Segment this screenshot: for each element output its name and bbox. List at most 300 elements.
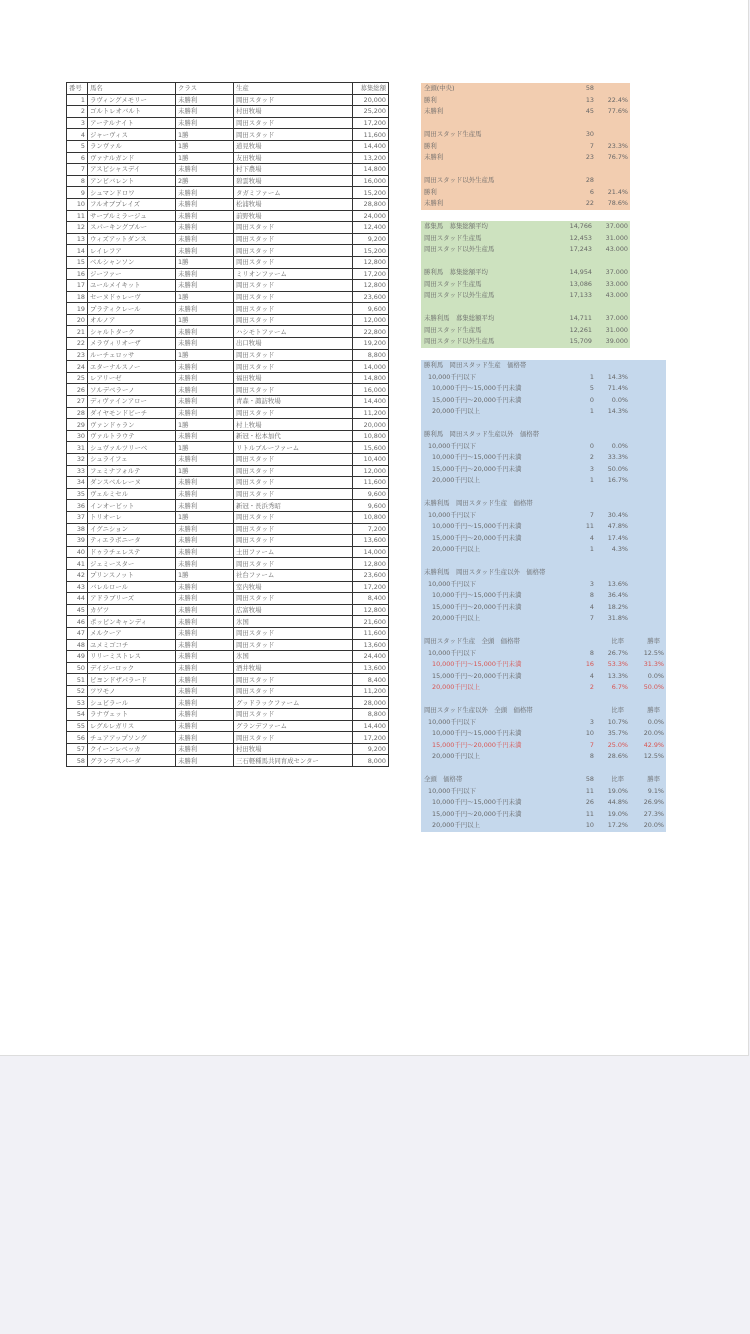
number-cell: 17 bbox=[67, 280, 88, 292]
number-cell: 46 bbox=[67, 616, 88, 628]
band-row bbox=[421, 682, 666, 694]
ratio-value: 30.4% bbox=[607, 510, 628, 519]
table-row bbox=[67, 175, 389, 187]
number-cell: 31 bbox=[67, 442, 88, 454]
blank-row bbox=[421, 694, 666, 706]
breeder-cell: 広富牧場 bbox=[234, 604, 353, 616]
table-row bbox=[67, 349, 389, 361]
horse-name-cell: ジーファー bbox=[88, 268, 176, 280]
table-row bbox=[67, 419, 389, 431]
count-value: 3 bbox=[589, 579, 594, 588]
class-cell: 1勝 bbox=[176, 349, 234, 361]
percent-value: 37.000 bbox=[605, 268, 628, 276]
band-label: 20,000千円以上 bbox=[432, 821, 480, 829]
number-cell: 37 bbox=[67, 511, 88, 523]
count-value: 28 bbox=[585, 176, 594, 184]
column-header: 生産 bbox=[234, 83, 353, 95]
class-cell: 1勝 bbox=[176, 569, 234, 581]
row-label: 勝利 bbox=[424, 95, 437, 104]
win-rate-value: 勝率 bbox=[647, 637, 660, 645]
count-value: 1 bbox=[589, 372, 594, 381]
table-row bbox=[67, 372, 389, 384]
ratio-value: 17.2% bbox=[607, 821, 628, 829]
win-rate-value: 20.0% bbox=[643, 821, 664, 829]
number-cell: 50 bbox=[67, 662, 88, 674]
win-rate-value: 26.9% bbox=[643, 798, 664, 806]
price-cell: 17,200 bbox=[353, 268, 389, 280]
table-row bbox=[67, 755, 389, 767]
row-label: 全頭(中央) bbox=[424, 84, 455, 92]
horse-name-cell: シュビラール bbox=[88, 697, 176, 709]
band-label: 未勝利馬 岡田スタッド生産以外 価格帯 bbox=[424, 568, 546, 576]
blank-row bbox=[421, 625, 666, 637]
column-header: 募集総額 bbox=[353, 83, 389, 95]
price-cell: 17,200 bbox=[353, 732, 389, 744]
count-value: 2 bbox=[589, 683, 594, 691]
horse-name-cell: ユメミゴコチ bbox=[88, 639, 176, 651]
horse-name-cell: ティエラボニータ bbox=[88, 535, 176, 547]
count-value: 14,954 bbox=[569, 268, 592, 276]
class-cell: 未勝利 bbox=[176, 616, 234, 628]
class-cell: 未勝利 bbox=[176, 338, 234, 350]
breeder-cell: 岡田スタッド bbox=[234, 732, 353, 744]
breeder-cell: 岡田スタッド bbox=[234, 233, 353, 245]
win-rate-value: 31.3% bbox=[643, 660, 664, 668]
class-cell: 未勝利 bbox=[176, 361, 234, 373]
table-row bbox=[67, 709, 389, 721]
class-cell: 未勝利 bbox=[176, 268, 234, 280]
breeder-cell: 岡田スタッド bbox=[234, 535, 353, 547]
count-value: 6 bbox=[589, 187, 594, 196]
class-cell: 未勝利 bbox=[176, 222, 234, 234]
table-row bbox=[67, 558, 389, 570]
breeder-cell: 三石軽種馬共同育成センター bbox=[234, 755, 353, 767]
blank-row bbox=[421, 487, 666, 499]
class-cell: 未勝利 bbox=[176, 280, 234, 292]
breeder-cell: グランデファーム bbox=[234, 720, 353, 732]
class-cell: 未勝利 bbox=[176, 720, 234, 732]
breeder-cell: 岡田スタッド bbox=[234, 674, 353, 686]
horse-name-cell: ソルデベラーノ bbox=[88, 384, 176, 396]
band-header-row bbox=[421, 498, 666, 510]
ratio-value: 33.3% bbox=[607, 453, 628, 461]
number-cell: 19 bbox=[67, 303, 88, 315]
band-row bbox=[421, 544, 666, 556]
count-value: 14,766 bbox=[569, 222, 592, 230]
breeder-cell: 青森・諏訪牧場 bbox=[234, 396, 353, 408]
number-cell: 35 bbox=[67, 488, 88, 500]
band-header-row bbox=[421, 360, 666, 372]
number-cell: 21 bbox=[67, 326, 88, 338]
class-cell: 1勝 bbox=[176, 256, 234, 268]
breeder-cell: 新冠・長浜秀昭 bbox=[234, 500, 353, 512]
number-cell: 51 bbox=[67, 674, 88, 686]
table-row bbox=[67, 500, 389, 512]
row-label: 未勝利 bbox=[424, 153, 444, 161]
number-cell: 36 bbox=[67, 500, 88, 512]
ratio-value: 50.0% bbox=[607, 464, 628, 473]
horse-name-cell: ウィズアットダンス bbox=[88, 233, 176, 245]
count-value: 4 bbox=[589, 671, 594, 680]
band-row bbox=[421, 510, 666, 522]
class-cell: 未勝利 bbox=[176, 477, 234, 489]
number-cell: 24 bbox=[67, 361, 88, 373]
blank-row bbox=[421, 118, 630, 130]
number-cell: 54 bbox=[67, 709, 88, 721]
percent-value: 43.000 bbox=[605, 291, 628, 299]
horse-name-cell: フェミナフォルテ bbox=[88, 465, 176, 477]
horse-name-cell: ヴァンドゥラン bbox=[88, 419, 176, 431]
horse-name-cell: ツワモノ bbox=[88, 685, 176, 697]
row-label: 岡田スタッド以外生産馬 bbox=[424, 337, 495, 345]
number-cell: 6 bbox=[67, 152, 88, 164]
row-label: 募集馬 募集総額平均 bbox=[424, 222, 488, 230]
price-cell: 23,600 bbox=[353, 291, 389, 303]
blank-row bbox=[421, 418, 666, 430]
ratio-value: 13.3% bbox=[607, 671, 628, 680]
number-cell: 44 bbox=[67, 593, 88, 605]
breeder-cell: 岡田スタッド bbox=[234, 454, 353, 466]
breeder-cell: 室内牧場 bbox=[234, 581, 353, 593]
class-cell: 未勝利 bbox=[176, 662, 234, 674]
price-cell: 13,600 bbox=[353, 662, 389, 674]
band-label: 10,000千円〜15,000千円未満 bbox=[432, 453, 522, 461]
horse-name-cell: トリオーレ bbox=[88, 511, 176, 523]
price-cell: 28,000 bbox=[353, 697, 389, 709]
table-row bbox=[67, 152, 389, 164]
band-label: 20,000千円以上 bbox=[432, 476, 480, 484]
band-header-row bbox=[421, 705, 666, 717]
table-row bbox=[67, 511, 389, 523]
price-cell: 8,800 bbox=[353, 349, 389, 361]
horse-name-cell: レグルレガリス bbox=[88, 720, 176, 732]
breeder-cell: 村下農場 bbox=[234, 164, 353, 176]
horse-name-cell: ラヴィングメモリー bbox=[88, 94, 176, 106]
number-cell: 40 bbox=[67, 546, 88, 558]
price-cell: 9,600 bbox=[353, 488, 389, 500]
breeder-cell: 岡田スタッド bbox=[234, 303, 353, 315]
win-rate-value: 0.0% bbox=[647, 671, 664, 680]
count-value: 13,086 bbox=[569, 279, 592, 288]
count-value: 14,711 bbox=[569, 314, 592, 322]
row-label: 岡田スタッド以外生産馬 bbox=[424, 176, 495, 184]
class-cell: 未勝利 bbox=[176, 210, 234, 222]
table-row bbox=[67, 106, 389, 118]
horse-name-cell: グランデスパーダ bbox=[88, 755, 176, 767]
price-cell: 23,600 bbox=[353, 569, 389, 581]
blank-row bbox=[421, 763, 666, 775]
blank-row bbox=[421, 556, 666, 568]
class-cell: 未勝利 bbox=[176, 685, 234, 697]
ratio-value: 4.3% bbox=[611, 545, 628, 553]
table-row bbox=[67, 268, 389, 280]
table-row bbox=[67, 407, 389, 419]
band-label: 10,000千円以下 bbox=[428, 510, 476, 519]
count-value: 0 bbox=[589, 395, 594, 404]
horse-name-cell: サーブルミラージュ bbox=[88, 210, 176, 222]
breeder-cell: 松浦牧場 bbox=[234, 198, 353, 210]
table-row bbox=[67, 535, 389, 547]
band-row bbox=[421, 441, 666, 453]
horse-name-cell: ヴァナルガンド bbox=[88, 152, 176, 164]
table-row bbox=[67, 627, 389, 639]
band-label: 15,000千円〜20,000千円未満 bbox=[432, 533, 522, 542]
class-cell: 未勝利 bbox=[176, 164, 234, 176]
horse-name-cell: プラティクレール bbox=[88, 303, 176, 315]
number-cell: 22 bbox=[67, 338, 88, 350]
number-cell: 4 bbox=[67, 129, 88, 141]
table-row bbox=[67, 685, 389, 697]
class-cell: 2勝 bbox=[176, 175, 234, 187]
horse-name-cell: レイレフア bbox=[88, 245, 176, 257]
band-label: 20,000千円以上 bbox=[432, 683, 480, 691]
breeder-cell: 岡田スタッド bbox=[234, 639, 353, 651]
breeder-cell: タガミファーム bbox=[234, 187, 353, 199]
band-label: 10,000千円〜15,000千円未満 bbox=[432, 729, 522, 737]
class-cell: 未勝利 bbox=[176, 500, 234, 512]
class-cell: 未勝利 bbox=[176, 407, 234, 419]
band-row bbox=[421, 464, 666, 476]
table-row bbox=[67, 651, 389, 663]
table-row bbox=[67, 477, 389, 489]
class-cell: 未勝利 bbox=[176, 581, 234, 593]
number-cell: 16 bbox=[67, 268, 88, 280]
price-cell: 17,200 bbox=[353, 117, 389, 129]
number-cell: 55 bbox=[67, 720, 88, 732]
horse-name-cell: ルーチェロッサ bbox=[88, 349, 176, 361]
count-value: 58 bbox=[585, 84, 594, 92]
number-cell: 15 bbox=[67, 256, 88, 268]
price-cell: 20,000 bbox=[353, 419, 389, 431]
count-value: 8 bbox=[589, 591, 594, 599]
number-cell: 33 bbox=[67, 465, 88, 477]
class-cell: 未勝利 bbox=[176, 743, 234, 755]
count-value: 10 bbox=[585, 821, 594, 829]
table-row bbox=[67, 674, 389, 686]
class-cell: 未勝利 bbox=[176, 94, 234, 106]
count-value: 17,133 bbox=[569, 291, 592, 299]
band-label: 20,000千円以上 bbox=[432, 614, 480, 622]
win-rate-value: 12.5% bbox=[643, 752, 664, 760]
price-cell: 12,400 bbox=[353, 222, 389, 234]
price-cell: 11,600 bbox=[353, 477, 389, 489]
band-label: 15,000千円〜20,000千円未満 bbox=[432, 395, 522, 404]
ratio-value: 35.7% bbox=[607, 729, 628, 737]
ratio-value: 13.6% bbox=[607, 579, 628, 588]
band-label: 勝利馬 岡田スタッド生産以外 価格帯 bbox=[424, 430, 540, 438]
horse-name-cell: シュマンドロワ bbox=[88, 187, 176, 199]
class-cell: 未勝利 bbox=[176, 117, 234, 129]
class-cell: 未勝利 bbox=[176, 430, 234, 442]
table-row bbox=[67, 291, 389, 303]
row-label: 未勝利馬 募集総額平均 bbox=[424, 314, 495, 322]
ratio-value: 26.7% bbox=[607, 648, 628, 657]
count-value: 16 bbox=[585, 660, 594, 668]
table-row bbox=[67, 662, 389, 674]
band-row bbox=[421, 740, 666, 752]
blank-row bbox=[421, 256, 630, 268]
percent-value: 33.000 bbox=[605, 279, 628, 288]
table-row bbox=[67, 384, 389, 396]
table-row bbox=[67, 639, 389, 651]
count-value: 10 bbox=[585, 729, 594, 737]
number-cell: 38 bbox=[67, 523, 88, 535]
breeder-cell: 村田牧場 bbox=[234, 743, 353, 755]
breeder-cell: 友田牧場 bbox=[234, 152, 353, 164]
price-cell: 9,600 bbox=[353, 500, 389, 512]
band-label: 20,000千円以上 bbox=[432, 545, 480, 553]
table-row bbox=[67, 117, 389, 129]
ratio-value: 6.7% bbox=[611, 683, 628, 691]
summary-row bbox=[421, 336, 630, 348]
horse-name-cell: ゴルトレオバルト bbox=[88, 106, 176, 118]
price-cell: 13,600 bbox=[353, 639, 389, 651]
horse-name-cell: ヴァルトラウテ bbox=[88, 430, 176, 442]
breeder-cell: 岡田スタッド bbox=[234, 709, 353, 721]
class-cell: 未勝利 bbox=[176, 546, 234, 558]
breeder-cell: 岡田スタッド bbox=[234, 129, 353, 141]
table-row bbox=[67, 465, 389, 477]
table-row bbox=[67, 140, 389, 152]
number-cell: 18 bbox=[67, 291, 88, 303]
band-row bbox=[421, 406, 666, 418]
price-cell: 13,200 bbox=[353, 152, 389, 164]
ratio-value: 18.2% bbox=[607, 602, 628, 611]
table-header-row bbox=[67, 83, 389, 95]
class-cell: 未勝利 bbox=[176, 396, 234, 408]
breeder-cell: リトルブルーファーム bbox=[234, 442, 353, 454]
ratio-value: 14.3% bbox=[607, 372, 628, 381]
breeder-cell: 岡田スタッド bbox=[234, 384, 353, 396]
band-label: 10,000千円以下 bbox=[428, 786, 476, 795]
ratio-value: 16.7% bbox=[607, 476, 628, 484]
band-row bbox=[421, 602, 666, 614]
horse-name-cell: バレルロール bbox=[88, 581, 176, 593]
band-row bbox=[421, 717, 666, 729]
horse-name-cell: イグニション bbox=[88, 523, 176, 535]
horse-name-cell: リリーミストレス bbox=[88, 651, 176, 663]
horse-name-cell: ジェミースター bbox=[88, 558, 176, 570]
summary-row bbox=[421, 95, 630, 107]
win-rate-value: 12.5% bbox=[643, 648, 664, 657]
band-row bbox=[421, 590, 666, 602]
table-row bbox=[67, 732, 389, 744]
horse-name-cell: スパーキングブルー bbox=[88, 222, 176, 234]
breeder-cell: 酒井牧場 bbox=[234, 662, 353, 674]
price-cell: 16,000 bbox=[353, 175, 389, 187]
blank-row bbox=[421, 302, 630, 314]
count-value: 4 bbox=[589, 602, 594, 611]
band-row bbox=[421, 475, 666, 487]
band-row bbox=[421, 751, 666, 763]
class-cell: 1勝 bbox=[176, 442, 234, 454]
class-cell: 未勝利 bbox=[176, 106, 234, 118]
horse-name-cell: デイジーロック bbox=[88, 662, 176, 674]
price-cell: 19,200 bbox=[353, 338, 389, 350]
table-row bbox=[67, 129, 389, 141]
number-cell: 57 bbox=[67, 743, 88, 755]
ratio-value: 0.0% bbox=[611, 441, 628, 450]
ratio-value: 25.0% bbox=[607, 740, 628, 749]
number-cell: 58 bbox=[67, 755, 88, 767]
summary-row bbox=[421, 325, 630, 337]
breeder-cell: 碧雲牧場 bbox=[234, 175, 353, 187]
ratio-value: 44.8% bbox=[607, 798, 628, 806]
price-cell: 10,800 bbox=[353, 430, 389, 442]
number-cell: 53 bbox=[67, 697, 88, 709]
band-row bbox=[421, 728, 666, 740]
average-price-panel bbox=[421, 221, 630, 348]
table-row bbox=[67, 697, 389, 709]
band-label: 10,000千円以下 bbox=[428, 579, 476, 588]
table-row bbox=[67, 396, 389, 408]
price-cell: 14,400 bbox=[353, 140, 389, 152]
ratio-value: 71.4% bbox=[607, 384, 628, 392]
count-value: 13 bbox=[585, 95, 594, 104]
horse-name-cell: アドラブリーズ bbox=[88, 593, 176, 605]
breeder-cell: 前野牧場 bbox=[234, 210, 353, 222]
ratio-value: 10.7% bbox=[607, 717, 628, 726]
band-label: 10,000千円〜15,000千円未満 bbox=[432, 522, 522, 530]
row-label: 勝利馬 募集総額平均 bbox=[424, 268, 488, 276]
breeder-cell: 岡田スタッド bbox=[234, 361, 353, 373]
band-label: 岡田スタッド生産以外 全頭 価格帯 bbox=[424, 706, 533, 714]
class-cell: 未勝利 bbox=[176, 535, 234, 547]
table-row bbox=[67, 210, 389, 222]
horse-name-cell: アンビバレント bbox=[88, 175, 176, 187]
win-rate-value: 9.1% bbox=[647, 786, 664, 795]
price-cell: 24,400 bbox=[353, 651, 389, 663]
summary-row bbox=[421, 187, 630, 199]
table-row bbox=[67, 604, 389, 616]
band-row bbox=[421, 395, 666, 407]
breeder-cell: 岡田スタッド bbox=[234, 477, 353, 489]
percent-value: 37.000 bbox=[605, 222, 628, 230]
price-cell: 12,800 bbox=[353, 558, 389, 570]
band-header-row bbox=[421, 636, 666, 648]
summary-row bbox=[421, 313, 630, 325]
ratio-value: 比率 bbox=[611, 637, 624, 645]
breeder-cell: 出口牧場 bbox=[234, 338, 353, 350]
count-value: 11 bbox=[585, 809, 594, 818]
count-value: 15,709 bbox=[569, 337, 592, 345]
number-cell: 3 bbox=[67, 117, 88, 129]
horse-name-cell: ヴェルミセル bbox=[88, 488, 176, 500]
ratio-value: 17.4% bbox=[607, 533, 628, 542]
table-row bbox=[67, 442, 389, 454]
horse-name-cell: ドゥラチェレステ bbox=[88, 546, 176, 558]
class-cell: 未勝利 bbox=[176, 384, 234, 396]
price-cell: 14,000 bbox=[353, 361, 389, 373]
win-rate-value: 勝率 bbox=[647, 706, 660, 714]
band-label: 未勝利馬 岡田スタッド生産 価格帯 bbox=[424, 499, 533, 507]
horse-name-cell: ダンスベルレーヌ bbox=[88, 477, 176, 489]
horse-name-cell: メラヴィリオーザ bbox=[88, 338, 176, 350]
horse-name-cell: ランヴァル bbox=[88, 140, 176, 152]
table-row bbox=[67, 523, 389, 535]
number-cell: 45 bbox=[67, 604, 88, 616]
class-cell: 未勝利 bbox=[176, 697, 234, 709]
percent-value: 76.7% bbox=[607, 153, 628, 161]
breeder-cell: グッドラックファーム bbox=[234, 697, 353, 709]
number-cell: 9 bbox=[67, 187, 88, 199]
table-row bbox=[67, 222, 389, 234]
breeder-cell: ミリオンファーム bbox=[234, 268, 353, 280]
win-rate-value: 20.0% bbox=[643, 729, 664, 737]
price-cell: 15,200 bbox=[353, 187, 389, 199]
band-row bbox=[421, 671, 666, 683]
band-label: 15,000千円〜20,000千円未満 bbox=[432, 809, 522, 818]
